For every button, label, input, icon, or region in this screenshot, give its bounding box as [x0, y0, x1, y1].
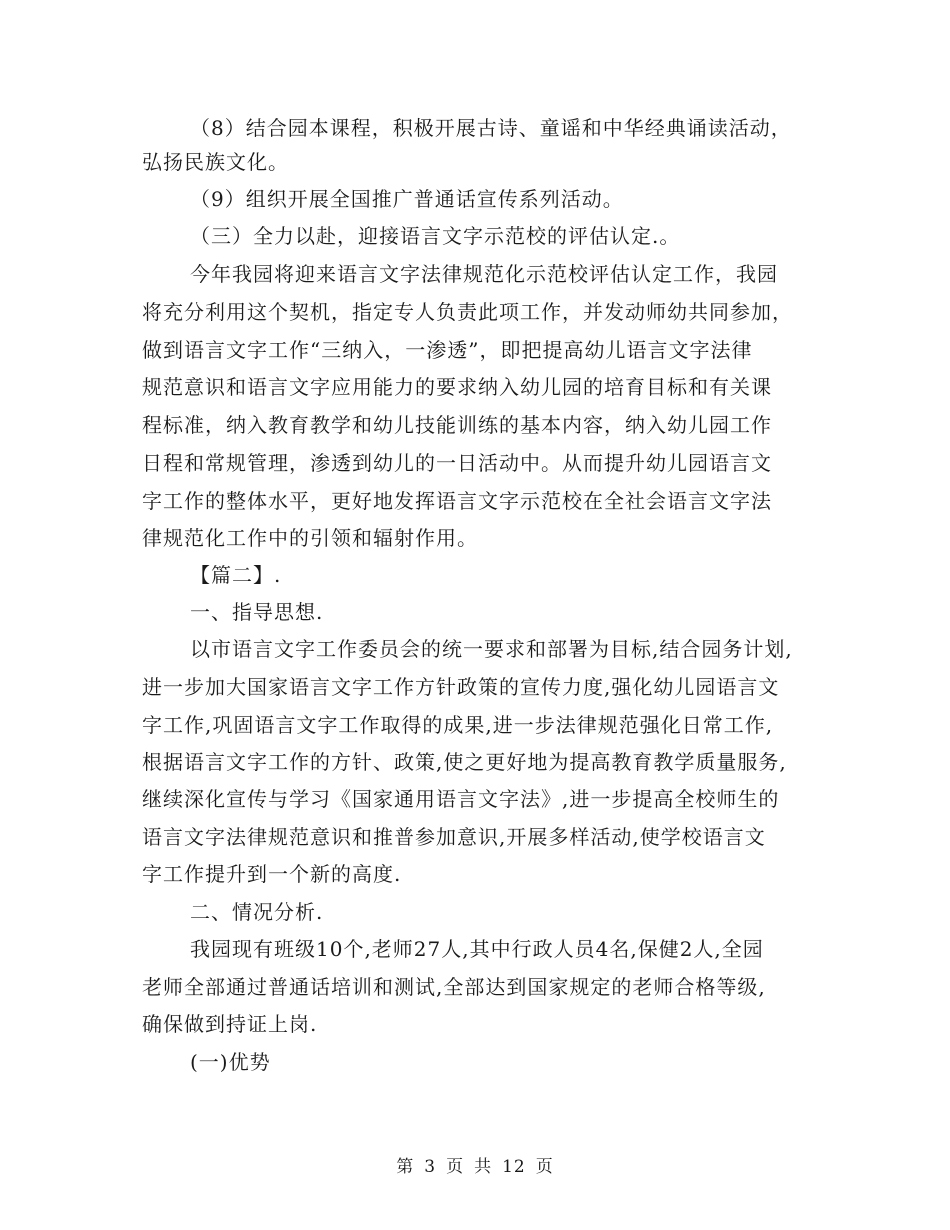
- text-line: 我园现有班级10个,老师27人,其中行政人员4名,保健2人,全园: [190, 937, 764, 961]
- text-line: 程标准，纳入教育教学和幼儿技能训练的基本内容，纳入幼儿园工作: [142, 413, 772, 437]
- text-line: 律规范化工作中的引领和辐射作用。: [142, 526, 478, 550]
- section-heading: 一、指导思想.: [190, 600, 324, 624]
- text-line: 日程和常规管理，渗透到幼儿的一日活动中。从而提升幼儿园语言文: [142, 451, 772, 475]
- section-heading: 二、情况分析.: [190, 900, 324, 924]
- text-line: 语言文字法律规范意识和推普参加意识,开展多样活动,使学校语言文: [142, 825, 766, 849]
- page-unit: 页: [446, 1157, 465, 1177]
- text-line: 规范意识和语言文字应用能力的要求纳入幼儿园的培育目标和有关课: [142, 375, 772, 399]
- subsection-heading: (一)优势: [190, 1050, 271, 1074]
- page-label: 第: [396, 1157, 415, 1177]
- text-line: 进一步加大国家语言文字工作方针政策的宣传力度,强化幼儿园语言文: [142, 675, 780, 699]
- text-line: 确保做到持证上岗.: [142, 1012, 318, 1036]
- text-line: 老师全部通过普通话培训和测试,全部达到国家规定的老师合格等级,: [142, 975, 766, 999]
- text-line: 字工作的整体水平，更好地发挥语言文字示范校在全社会语言文字法: [142, 489, 772, 513]
- text-line: 弘扬民族文化。: [142, 150, 289, 174]
- total-unit: 页: [535, 1157, 554, 1177]
- page-footer: [0, 1152, 950, 1177]
- text-line: 将充分利用这个契机，指定专人负责此项工作，并发动师幼共同参加，: [142, 300, 793, 324]
- text-line: 继续深化宣传与学习《国家通用语言文字法》,进一步提高全校师生的: [142, 787, 780, 811]
- text-line: （8）结合园本课程，积极开展古诗、童谣和中华经典诵读活动，: [190, 116, 792, 140]
- page-number-current: 3: [424, 1157, 437, 1177]
- text-line: 字工作,巩固语言文字工作取得的成果,进一步法律规范强化日常工作,: [142, 713, 774, 737]
- page-number-total: 12: [502, 1157, 526, 1177]
- text-line: 做到语言文字工作“三纳入，一渗透”，即把提高幼儿语言文字法律: [142, 338, 753, 362]
- text-line: （9）组织开展全国推广普通话宣传系列活动。: [190, 187, 624, 211]
- text-line: 字工作提升到一个新的高度.: [142, 862, 402, 886]
- chapter-heading: 【篇二】.: [190, 563, 282, 587]
- text-line: 以市语言文字工作委员会的统一要求和部署为目标,结合园务计划,: [190, 637, 793, 661]
- text-line: 根据语言文字工作的方针、政策,使之更好地为提高教育教学质量服务,: [142, 750, 787, 774]
- text-line: 今年我园将迎来语言文字法律规范化示范校评估认定工作，我园: [190, 262, 778, 286]
- total-label: 共: [474, 1157, 493, 1177]
- section-heading: （三）全力以赴，迎接语言文字示范校的评估认定.。: [190, 224, 681, 248]
